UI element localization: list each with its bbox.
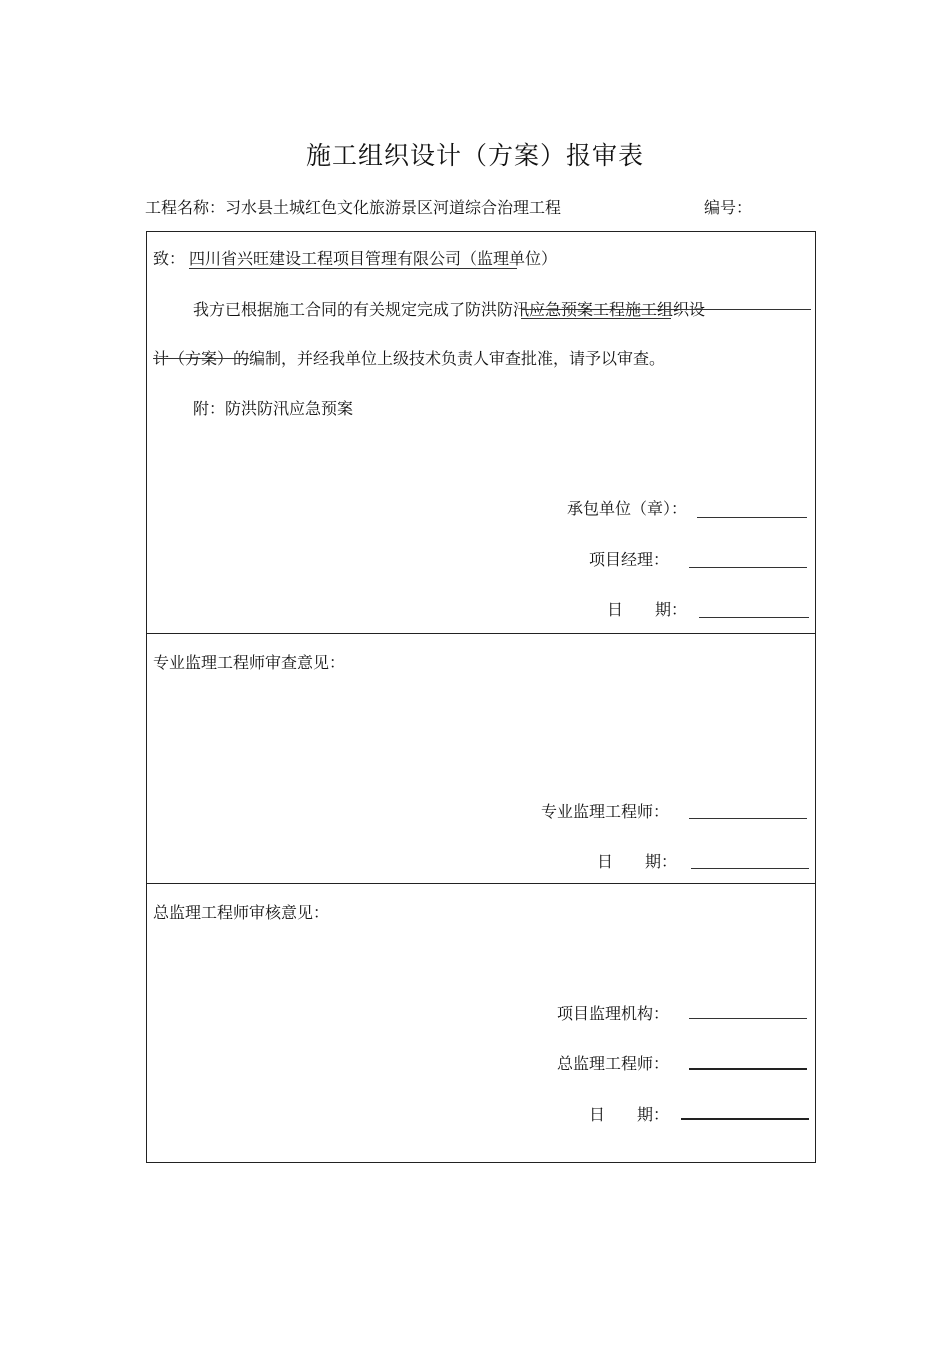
date-label-1: 日 期： [606,600,687,619]
form-number-label: 编号： [704,198,753,217]
chief-review-section [147,884,815,1164]
contractor-label: 承包单位（章）： [566,499,687,518]
supervision-unit: 四川省兴旺建设工程项目管理有限公司（监理单位） [189,249,558,268]
chief-engineer-signature-line[interactable] [689,1068,807,1070]
specialist-review-section [147,634,815,884]
plan-name-underline [521,318,671,319]
specialist-engineer-label: 专业监理工程师： [540,802,669,821]
date-line-3[interactable] [681,1118,809,1120]
chief-review-heading: 总监理工程师审核意见： [153,903,330,922]
project-manager-signature-line[interactable] [689,567,807,568]
date-label-3: 日 期： [588,1105,669,1124]
supervision-unit-underline [189,268,517,269]
specialist-engineer-signature-line[interactable] [689,818,807,819]
supervision-org-signature-line[interactable] [689,1018,807,1019]
body-text-line2: 计（方案）的编制，并经我单位上级技术负责人审查批准，请予以审查。 [153,349,666,368]
date-line-1[interactable] [699,617,809,618]
submission-section [147,232,815,634]
to-label: 致： [153,249,186,268]
chief-engineer-label: 总监理工程师： [556,1054,669,1073]
contractor-signature-line[interactable] [697,517,807,518]
plan-name-strike [521,309,811,310]
project-manager-label: 项目经理： [588,550,669,569]
plan-name-strike-2 [153,358,249,359]
page-title: 施工组织设计（方案）报审表 [305,141,644,170]
supervision-org-label: 项目监理机构： [556,1004,669,1023]
body-text-line1: 我方已根据施工合同的有关规定完成了防洪防汛应急预案工程施工组织设 [193,300,706,319]
attachment-text: 附：防洪防汛应急预案 [193,399,354,418]
date-label-2: 日 期： [596,852,677,871]
project-name: 工程名称：习水县土城红色文化旅游景区河道综合治理工程 [145,198,562,217]
review-form [146,231,816,1163]
date-line-2[interactable] [691,868,809,869]
specialist-review-heading: 专业监理工程师审查意见： [153,653,346,672]
